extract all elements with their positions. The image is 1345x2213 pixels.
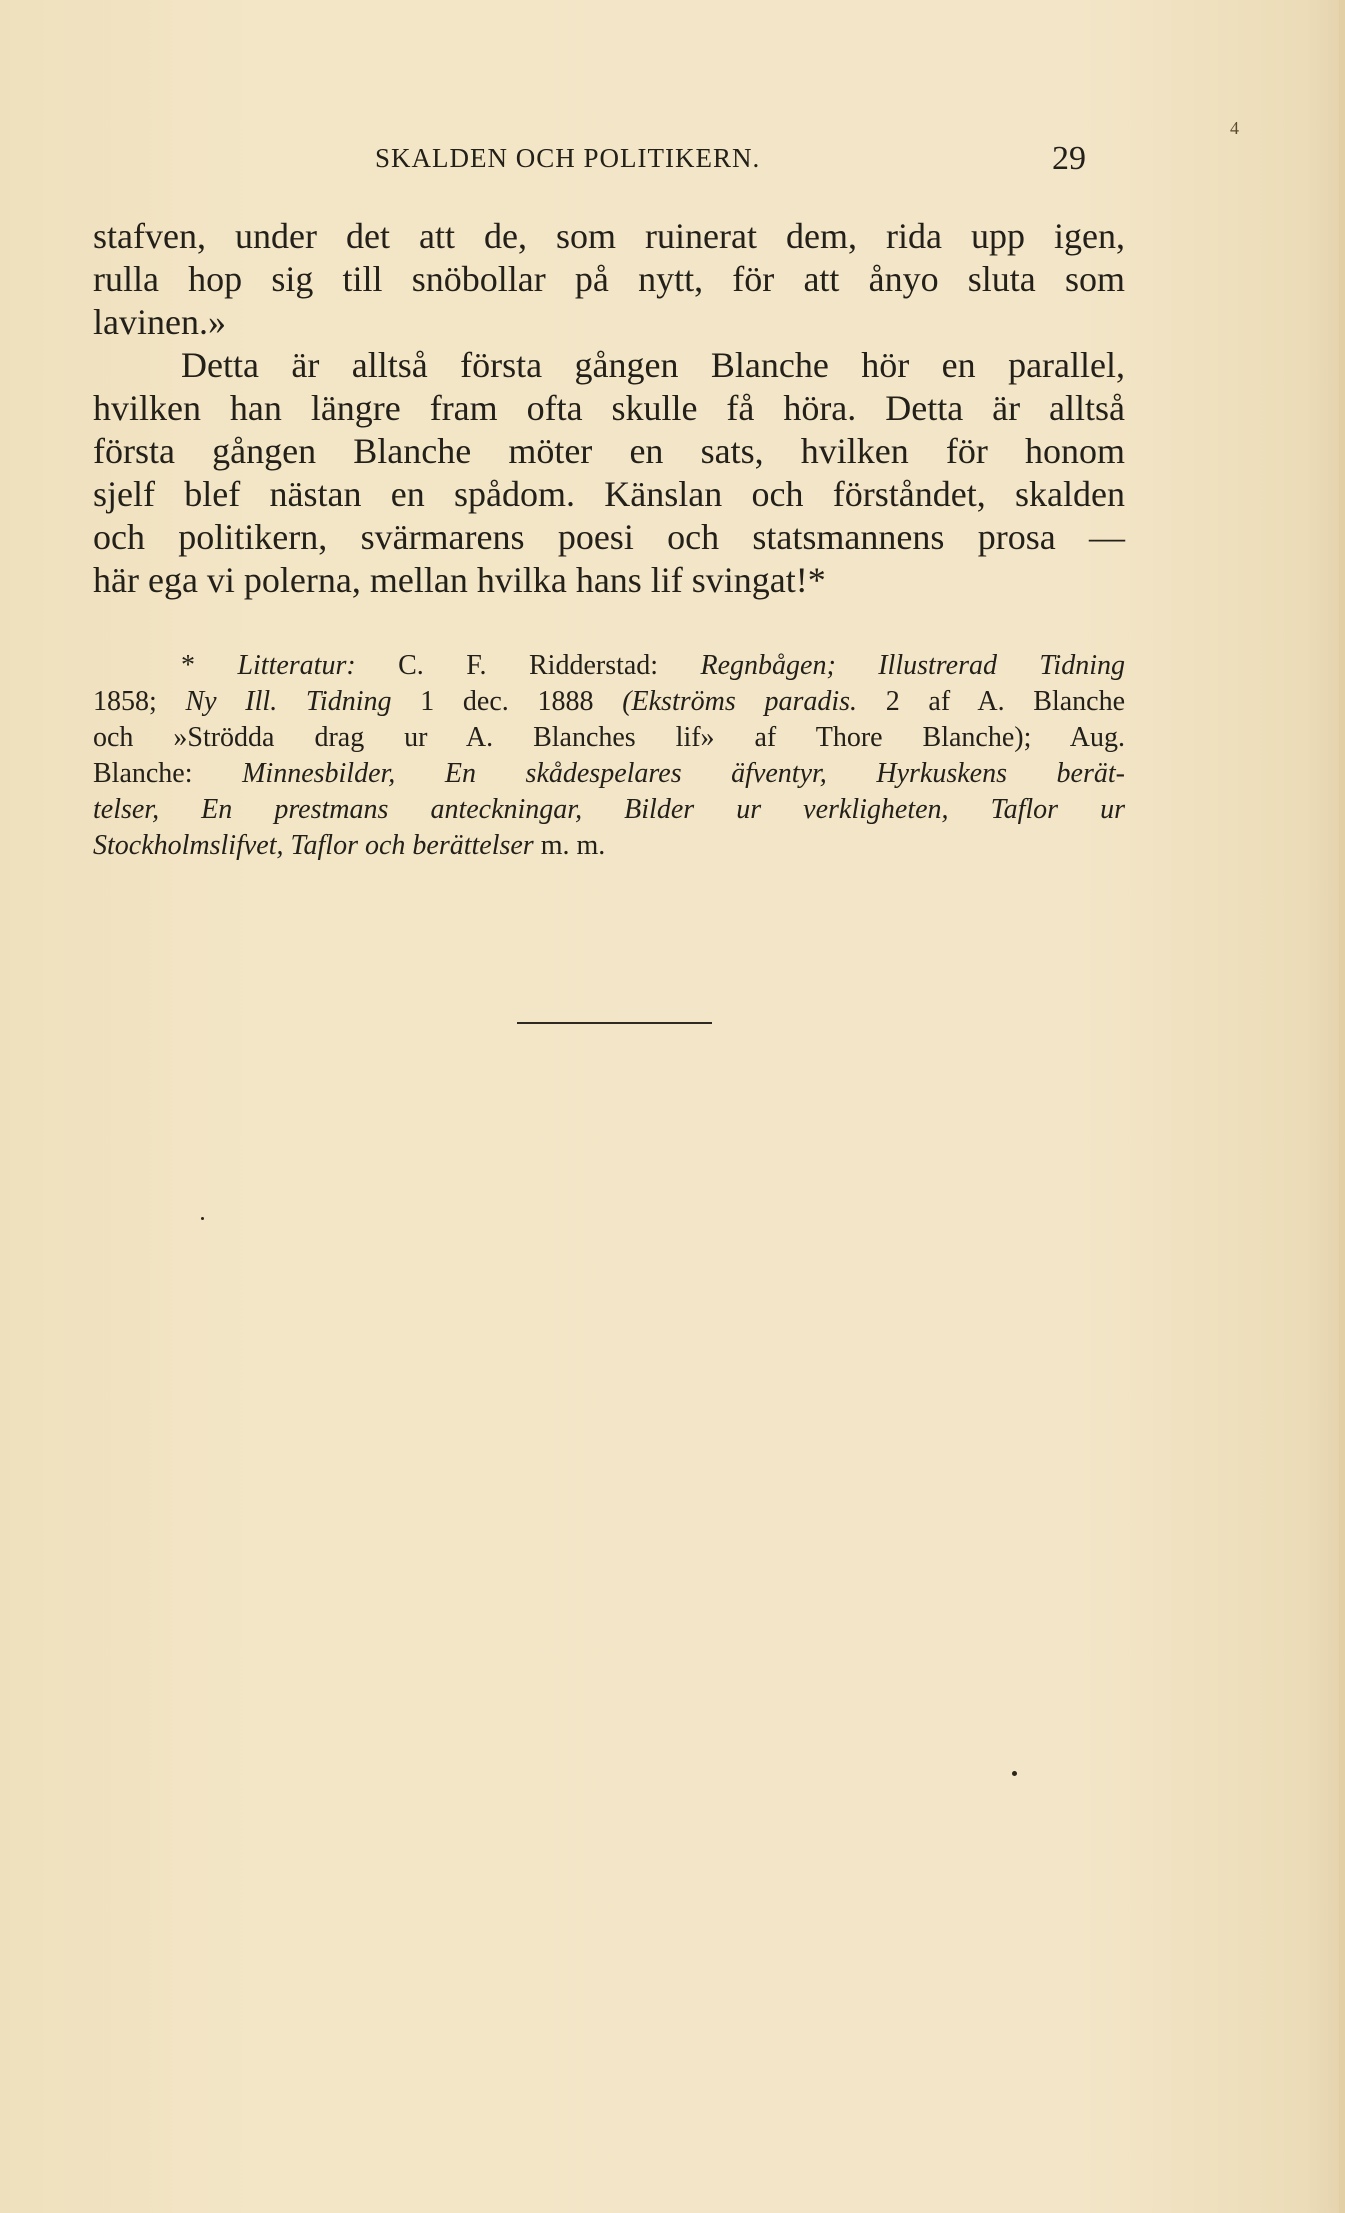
footnote-text: 1 dec. 1888 (391, 686, 623, 717)
corner-mark: 4 (1230, 118, 1239, 138)
footnote-text: m. m. (533, 830, 606, 861)
running-title: SKALDEN OCH POLITIKERN. (375, 143, 761, 173)
footnote-text: Regnbågen; Illustrerad Tidning (700, 650, 1125, 681)
text-line: rulla hop sig till snöbollar på nytt, för att ånyo sluta som (93, 259, 1125, 299)
footnote-marker: * (181, 650, 195, 681)
text-line: Detta är alltså första gången Blanche hör en parallel, (181, 345, 1125, 385)
footnote-line (93, 684, 1125, 720)
text-line: första gången Blanche möter en sats, hvilken för honom (93, 431, 1125, 471)
paper-speck (201, 1217, 204, 1220)
main-text (93, 215, 1125, 602)
footnote-line (93, 720, 1125, 756)
footnote (93, 648, 1125, 864)
text-line: här ega vi polerna, mellan hvilka hans lif svingat!* (93, 560, 826, 600)
footnote-line (93, 756, 1125, 792)
footnote-text: telser, En prestmans anteckningar, Bilder ur verkligheten, Taflor ur (93, 794, 1125, 825)
footnote-line (93, 828, 1125, 864)
text-line: sjelf blef nästan en spådom. Känslan och förståndet, skalden (93, 474, 1125, 514)
footnote-text: (Ekströms paradis. (622, 686, 858, 717)
footnote-text: Blanche: (93, 758, 243, 789)
page-number: 29 (1052, 140, 1086, 177)
footnote-text: Ny Ill. Tidning (185, 686, 392, 717)
footnote-line (93, 792, 1125, 828)
paper-speck (1012, 1771, 1017, 1776)
text-line: hvilken han längre fram ofta skulle få höra. Detta är alltså (93, 388, 1125, 428)
footnote-line (93, 648, 1125, 684)
footnote-text: 1858; (93, 686, 186, 717)
end-rule (517, 1022, 712, 1024)
text-line: stafven, under det att de, som ruinerat dem, rida upp igen, (93, 216, 1125, 256)
page-edge (1339, 0, 1345, 2213)
text-line: lavinen.» (93, 302, 226, 342)
footnote-text: Minnesbilder, En skådespelares äfventyr, Hyrkuskens berät- (242, 758, 1125, 789)
footnote-text: Stockholmslifvet, Taflor och berättelser (93, 830, 534, 861)
footnote-text: och »Strödda drag ur A. Blanches lif» af Thore Blanche); Aug. (93, 722, 1125, 753)
text-line: och politikern, svärmarens poesi och statsmannens prosa — (93, 517, 1125, 557)
footnote-text: C. F. Ridderstad: (355, 650, 701, 681)
footnote-text: Litteratur: (237, 650, 356, 681)
footnote-text: 2 af A. Blanche (857, 686, 1126, 717)
